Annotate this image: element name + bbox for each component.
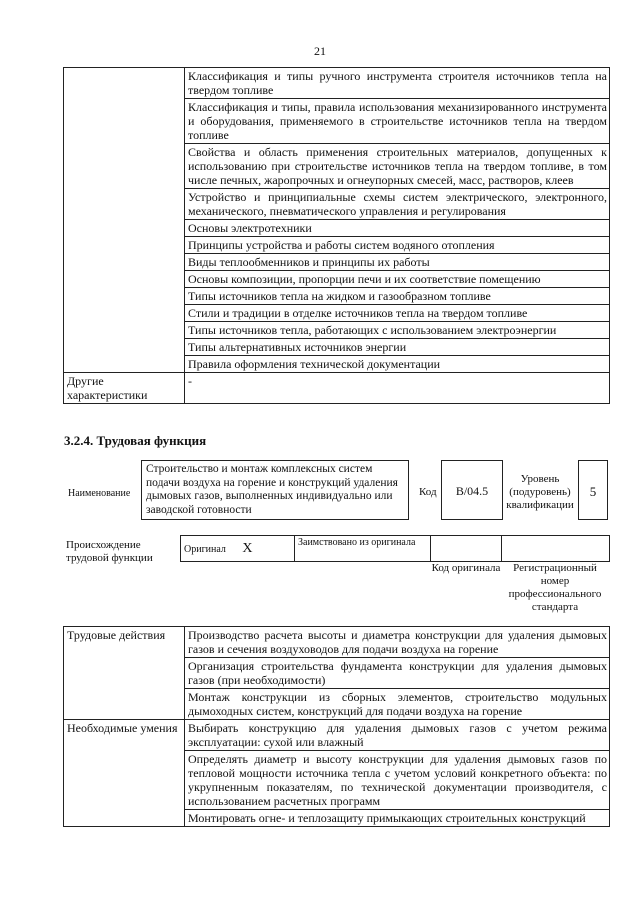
registration-number-cell — [502, 536, 610, 562]
labor-table — [63, 626, 610, 827]
knowledge-item: Свойства и область применения строительных материалов, допущенных к использованию при строительстве источников тепла на твердом топливе, в том числе печных, жаропрочных и огнеупорных смесей, масс, растворов, клеев — [185, 144, 610, 189]
code-box — [441, 460, 503, 520]
labor-action: Организация строительства фундамента конструкции для удаления дымовых газов (при необходимости) — [185, 658, 610, 689]
origin-table — [180, 535, 610, 562]
code-value: B/04.5 — [455, 484, 489, 498]
page-number: 21 — [314, 44, 326, 58]
labor-actions-label: Трудовые действия — [64, 627, 185, 720]
level-value: 5 — [589, 484, 597, 499]
labor-action: Монтаж конструкции из сборных элементов, строительство модульных дымоходных систем, конструкций для подачи воздуха на горение — [185, 689, 610, 720]
original-cell — [181, 536, 295, 562]
level-box — [578, 460, 608, 520]
skill-item: Монтировать огне- и теплозащиту примыкающих строительных конструкций — [185, 810, 610, 827]
origin-label: Происхождение трудовой функции — [66, 539, 153, 564]
knowledge-table — [63, 67, 610, 404]
name-box — [141, 460, 409, 520]
knowledge-item: Классификация и типы, правила использования механизированного инструмента и оборудования, применяемого в строительстве источников тепла на твердом топливе — [185, 99, 610, 144]
function-name: Строительство и монтаж комплексных систем подачи воздуха на горение и конструкций удаления дымовых газов, выполненных индивидуально или заводской готовности — [146, 463, 398, 516]
level-label: Уровень (подуровень) квалификации — [506, 473, 574, 511]
original-code-cell — [431, 536, 502, 562]
knowledge-item: Типы источников тепла на жидком и газообразном топливе — [185, 288, 610, 305]
code-label: Код — [419, 486, 437, 498]
registration-caption: Регистрационный номер профессионального стандарта — [508, 562, 602, 613]
knowledge-item: Стили и традиции в отделке источников тепла на твердом топливе — [185, 305, 610, 322]
other-characteristics-label: Другие характеристики — [64, 373, 185, 404]
knowledge-label-cell — [64, 68, 185, 373]
other-characteristics-value: - — [185, 373, 610, 404]
labor-action: Производство расчета высоты и диаметра конструкции для удаления дымовых газов и сечения воздуховодов для подачи воздуха на горение — [185, 627, 610, 658]
skill-item: Определять диаметр и высоту конструкции для удаления дымовых газов по тепловой мощности источника тепла с учетом условий конкретного объекта: по укрупненным показателям, по технической документации производителя, с использованием расчетных программ — [185, 751, 610, 810]
knowledge-item: Типы альтернативных источников энергии — [185, 339, 610, 356]
knowledge-item: Устройство и принципиальные схемы систем электрического, электронного, механического, пневматического управления и регулирования — [185, 189, 610, 220]
knowledge-item: Основы электротехники — [185, 220, 610, 237]
knowledge-item: Принципы устройства и работы систем водяного отопления — [185, 237, 610, 254]
knowledge-item: Основы композиции, пропорции печи и их соответствие помещению — [185, 271, 610, 288]
original-mark: X — [242, 540, 253, 556]
knowledge-item: Виды теплообменников и принципы их работы — [185, 254, 610, 271]
knowledge-item: Классификация и типы ручного инструмента строителя источников тепла на твердом топливе — [185, 68, 610, 99]
knowledge-item: Типы источников тепла, работающих с использованием электроэнергии — [185, 322, 610, 339]
code-caption: Код оригинала — [431, 562, 501, 574]
original-label: Оригинал — [184, 543, 226, 555]
name-label: Наименование — [68, 488, 131, 499]
borrowed-label: Заимствовано из оригинала — [295, 536, 431, 562]
skill-item: Выбирать конструкцию для удаления дымовых газов с учетом режима эксплуатации: сухой или влажный — [185, 720, 610, 751]
knowledge-item: Правила оформления технической документации — [185, 356, 610, 373]
section-heading: 3.2.4. Трудовая функция — [64, 433, 207, 448]
skills-label: Необходимые умения — [64, 720, 185, 827]
